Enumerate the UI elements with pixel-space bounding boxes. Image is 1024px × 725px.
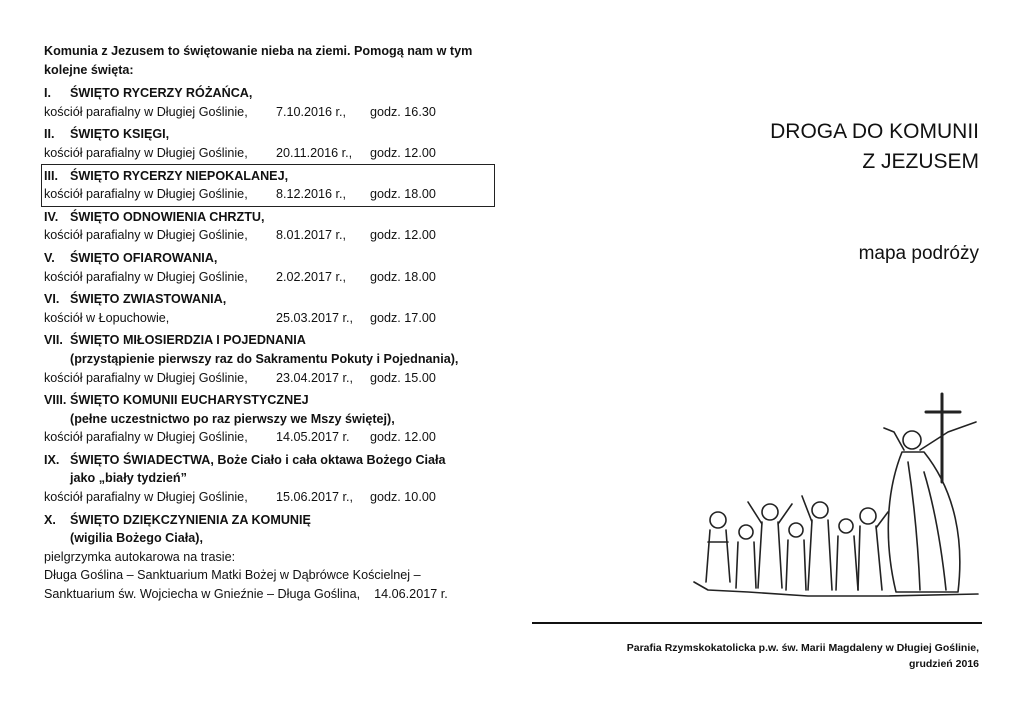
page-subtitle: mapa podróży [858, 243, 979, 264]
item-time: godz. 18.00 [370, 187, 436, 202]
item-title: ŚWIĘTO RYCERZY NIEPOKALANEJ, [70, 168, 289, 183]
item-heading [44, 451, 514, 470]
item-time: godz. 15.00 [370, 370, 436, 385]
footer-divider [532, 622, 982, 624]
schedule-column [44, 42, 514, 608]
item-time: godz. 12.00 [370, 430, 436, 445]
item-heading [44, 290, 514, 309]
item-time: godz. 16.30 [370, 104, 436, 119]
item-date: 25.03.2017 r., [276, 310, 354, 325]
page-title [770, 117, 979, 177]
item-place: kościół parafialny w Długiej Goślinie, [44, 145, 248, 160]
item-number: III. [44, 168, 58, 183]
item-title: ŚWIĘTO KOMUNII EUCHARYSTYCZNEJ [70, 393, 309, 408]
item-number: IX. [44, 452, 60, 467]
route-line-final [44, 585, 514, 604]
item-number: IV. [44, 209, 59, 224]
item-place: kościół parafialny w Długiej Goślinie, [44, 430, 248, 445]
item-details [44, 488, 514, 507]
item-details [44, 144, 514, 163]
item-place: kościół parafialny w Długiej Goślinie, [44, 269, 248, 284]
item-time: godz. 17.00 [370, 310, 436, 325]
item-number: VI. [44, 292, 60, 307]
item-details [44, 309, 514, 328]
item-heading [44, 391, 514, 410]
item-time: godz. 12.00 [370, 228, 436, 243]
schedule-item [44, 167, 492, 204]
item-details [44, 428, 514, 447]
footer-parish: Parafia Rzymskokatolicka p.w. św. Marii Magdaleny w Długiej Goślinie, [626, 642, 979, 654]
item-title: ŚWIĘTO MIŁOSIERDZIA I POJEDNANIA [70, 333, 306, 348]
item-place: kościół parafialny w Długiej Goślinie, [44, 187, 248, 202]
schedule-item [44, 331, 514, 387]
item-subtitle: (wigilia Bożego Ciała), [70, 531, 203, 546]
schedule-item [44, 391, 514, 447]
item-subtitle: (przystąpienie pierwszy raz do Sakramentu Pokuty i Pojednania), [70, 351, 459, 366]
item-number: VIII. [44, 393, 67, 408]
item-title: ŚWIĘTO RYCERZY RÓŻAŃCA, [70, 86, 253, 101]
item-number: I. [44, 86, 51, 101]
item-heading [44, 511, 514, 530]
item-details [44, 185, 492, 204]
item-heading [44, 84, 514, 103]
item-number: II. [44, 127, 55, 142]
item-subtitle: (pełne uczestnictwo po raz pierwszy we Mszy świętej), [70, 411, 395, 426]
title-line-1: DROGA DO KOMUNII [770, 120, 979, 143]
item-date: 2.02.2017 r., [276, 269, 347, 284]
item-heading [44, 167, 492, 186]
route-intro: pielgrzymka autokarowa na trasie: [44, 549, 236, 564]
footer [627, 640, 979, 672]
route-text: Sanktuarium św. Wojciecha w Gnieźnie – Długa Goślina, [44, 587, 361, 602]
item-details [44, 268, 514, 287]
item-subtitle: jako „biały tydzień” [70, 471, 187, 486]
item-date: 20.11.2016 r., [276, 145, 353, 160]
item-title: ŚWIĘTO DZIĘKCZYNIENIA ZA KOMUNIĘ [70, 512, 311, 527]
schedule-item [44, 84, 514, 121]
item-date: 23.04.2017 r., [276, 370, 354, 385]
item-title: ŚWIĘTO ŚWIADECTWA, Boże Ciało i cała oktawa Bożego Ciała [70, 452, 446, 467]
intro-text: Komunia z Jezusem to świętowanie nieba na ziemi. Pomogą nam w tym kolejne święta: [44, 44, 473, 77]
item-heading [44, 249, 514, 268]
schedule-item [44, 208, 514, 245]
item-date: 7.10.2016 r., [276, 104, 347, 119]
item-date: 8.01.2017 r., [276, 228, 347, 243]
item-details [44, 226, 514, 245]
item-number: V. [44, 250, 55, 265]
item-date: 14.06.2017 r. [374, 587, 448, 602]
schedule-item [44, 290, 514, 327]
title-line-2: Z JEZUSEM [862, 150, 979, 173]
item-heading [44, 208, 514, 227]
item-title: ŚWIĘTO KSIĘGI, [70, 127, 170, 142]
schedule-item [44, 125, 514, 162]
item-time: godz. 10.00 [370, 490, 436, 505]
schedule-item [44, 249, 514, 286]
item-date: 14.05.2017 r. [276, 430, 350, 445]
item-heading [44, 125, 514, 144]
schedule-list [44, 84, 514, 506]
item-place: kościół parafialny w Długiej Goślinie, [44, 104, 248, 119]
item-heading [44, 331, 514, 350]
schedule-item-last [44, 511, 514, 604]
item-title: ŚWIĘTO OFIAROWANIA, [70, 250, 218, 265]
item-details [44, 103, 514, 122]
footer-date: grudzień 2016 [908, 658, 979, 670]
schedule-item [44, 451, 514, 507]
route-line: Długa Goślina – Sanktuarium Matki Bożej w Dąbrówce Kościelnej – [44, 568, 421, 583]
jesus-children-illustration [688, 392, 983, 617]
item-date: 8.12.2016 r., [276, 187, 347, 202]
item-place: kościół parafialny w Długiej Goślinie, [44, 228, 248, 243]
item-place: kościół w Łopuchowie, [44, 310, 170, 325]
item-place: kościół parafialny w Długiej Goślinie, [44, 490, 248, 505]
item-title: ŚWIĘTO ODNOWIENIA CHRZTU, [70, 209, 265, 224]
item-place: kościół parafialny w Długiej Goślinie, [44, 370, 248, 385]
item-title: ŚWIĘTO ZWIASTOWANIA, [70, 292, 227, 307]
item-number: X. [44, 512, 56, 527]
item-number: VII. [44, 333, 63, 348]
item-time: godz. 12.00 [370, 145, 436, 160]
item-details [44, 369, 514, 388]
item-time: godz. 18.00 [370, 269, 436, 284]
item-date: 15.06.2017 r., [276, 490, 354, 505]
